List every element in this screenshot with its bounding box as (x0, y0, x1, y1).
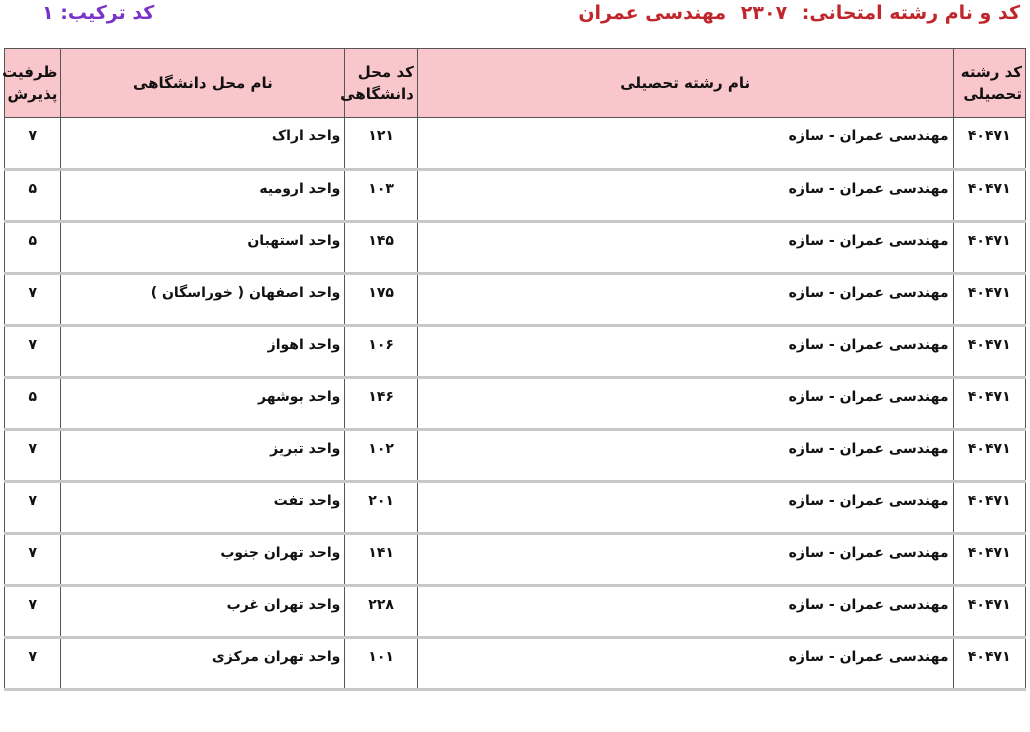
table-row (5, 430, 1026, 482)
exam-field-title (578, 0, 1020, 26)
cell-field-code: ۴۰۴۷۱ (953, 378, 1025, 430)
table-row (5, 170, 1026, 222)
cell-uni-name: واحد تهران جنوب (61, 534, 345, 586)
exam-field-label: کد و نام رشته امتحانی: (801, 2, 1020, 24)
cell-capacity: ۷ (5, 638, 61, 690)
cell-capacity: ۷ (5, 534, 61, 586)
cell-uni-name: واحد تفت (61, 482, 345, 534)
cell-uni-name: واحد اهواز (61, 326, 345, 378)
table-row (5, 638, 1026, 690)
col-header-uni-code: کد محل دانشگاهی (345, 49, 417, 118)
exam-field-name: مهندسی عمران (578, 2, 727, 24)
cell-uni-code: ۲۰۱ (345, 482, 417, 534)
cell-field-code: ۴۰۴۷۱ (953, 170, 1025, 222)
cell-capacity: ۷ (5, 274, 61, 326)
combination-code-label: کد ترکیب: (60, 2, 155, 24)
combination-code (42, 0, 154, 26)
cell-field-name: مهندسی عمران - سازه (417, 534, 953, 586)
cell-field-code: ۴۰۴۷۱ (953, 534, 1025, 586)
cell-capacity: ۷ (5, 326, 61, 378)
exam-field-code: ۲۳۰۷ (740, 2, 788, 24)
cell-uni-name: واحد استهبان (61, 222, 345, 274)
cell-uni-code: ۱۰۶ (345, 326, 417, 378)
table-row (5, 534, 1026, 586)
cell-field-name: مهندسی عمران - سازه (417, 118, 953, 170)
cell-field-name: مهندسی عمران - سازه (417, 586, 953, 638)
cell-uni-code: ۱۴۱ (345, 534, 417, 586)
table-row (5, 586, 1026, 638)
col-header-field-name: نام رشته تحصیلی (417, 49, 953, 118)
cell-field-name: مهندسی عمران - سازه (417, 638, 953, 690)
cell-field-name: مهندسی عمران - سازه (417, 378, 953, 430)
cell-capacity: ۵ (5, 170, 61, 222)
table-row (5, 482, 1026, 534)
cell-field-code: ۴۰۴۷۱ (953, 586, 1025, 638)
admissions-table (4, 48, 1026, 691)
table-row (5, 222, 1026, 274)
cell-uni-code: ۱۴۵ (345, 222, 417, 274)
cell-capacity: ۷ (5, 586, 61, 638)
cell-uni-name: واحد اصفهان ( خوراسگان ) (61, 274, 345, 326)
cell-uni-code: ۱۲۱ (345, 118, 417, 170)
cell-uni-code: ۱۰۲ (345, 430, 417, 482)
cell-field-code: ۴۰۴۷۱ (953, 118, 1025, 170)
cell-uni-name: واحد اراک (61, 118, 345, 170)
cell-capacity: ۷ (5, 430, 61, 482)
table-row (5, 118, 1026, 170)
cell-capacity: ۵ (5, 222, 61, 274)
cell-uni-code: ۲۲۸ (345, 586, 417, 638)
cell-field-name: مهندسی عمران - سازه (417, 170, 953, 222)
cell-field-code: ۴۰۴۷۱ (953, 274, 1025, 326)
cell-uni-code: ۱۴۶ (345, 378, 417, 430)
table-row (5, 326, 1026, 378)
cell-field-name: مهندسی عمران - سازه (417, 274, 953, 326)
cell-field-name: مهندسی عمران - سازه (417, 430, 953, 482)
cell-field-code: ۴۰۴۷۱ (953, 482, 1025, 534)
cell-field-code: ۴۰۴۷۱ (953, 430, 1025, 482)
cell-capacity: ۵ (5, 378, 61, 430)
cell-field-name: مهندسی عمران - سازه (417, 222, 953, 274)
cell-uni-name: واحد بوشهر (61, 378, 345, 430)
cell-uni-name: واحد ارومیه (61, 170, 345, 222)
cell-capacity: ۷ (5, 482, 61, 534)
table-row (5, 274, 1026, 326)
cell-field-name: مهندسی عمران - سازه (417, 326, 953, 378)
combination-code-value: ۱ (42, 2, 54, 24)
cell-uni-code: ۱۰۱ (345, 638, 417, 690)
table-row (5, 378, 1026, 430)
cell-uni-name: واحد تبریز (61, 430, 345, 482)
col-header-uni-name: نام محل دانشگاهی (61, 49, 345, 118)
cell-uni-code: ۱۷۵ (345, 274, 417, 326)
col-header-capacity: ظرفیت پذیرش (5, 49, 61, 118)
cell-uni-code: ۱۰۳ (345, 170, 417, 222)
cell-uni-name: واحد تهران غرب (61, 586, 345, 638)
cell-field-name: مهندسی عمران - سازه (417, 482, 953, 534)
cell-field-code: ۴۰۴۷۱ (953, 222, 1025, 274)
col-header-field-code: کد رشته تحصیلی (953, 49, 1025, 118)
cell-field-code: ۴۰۴۷۱ (953, 638, 1025, 690)
cell-capacity: ۷ (5, 118, 61, 170)
cell-uni-name: واحد تهران مرکزی (61, 638, 345, 690)
table-header-row (5, 49, 1026, 118)
cell-field-code: ۴۰۴۷۱ (953, 326, 1025, 378)
